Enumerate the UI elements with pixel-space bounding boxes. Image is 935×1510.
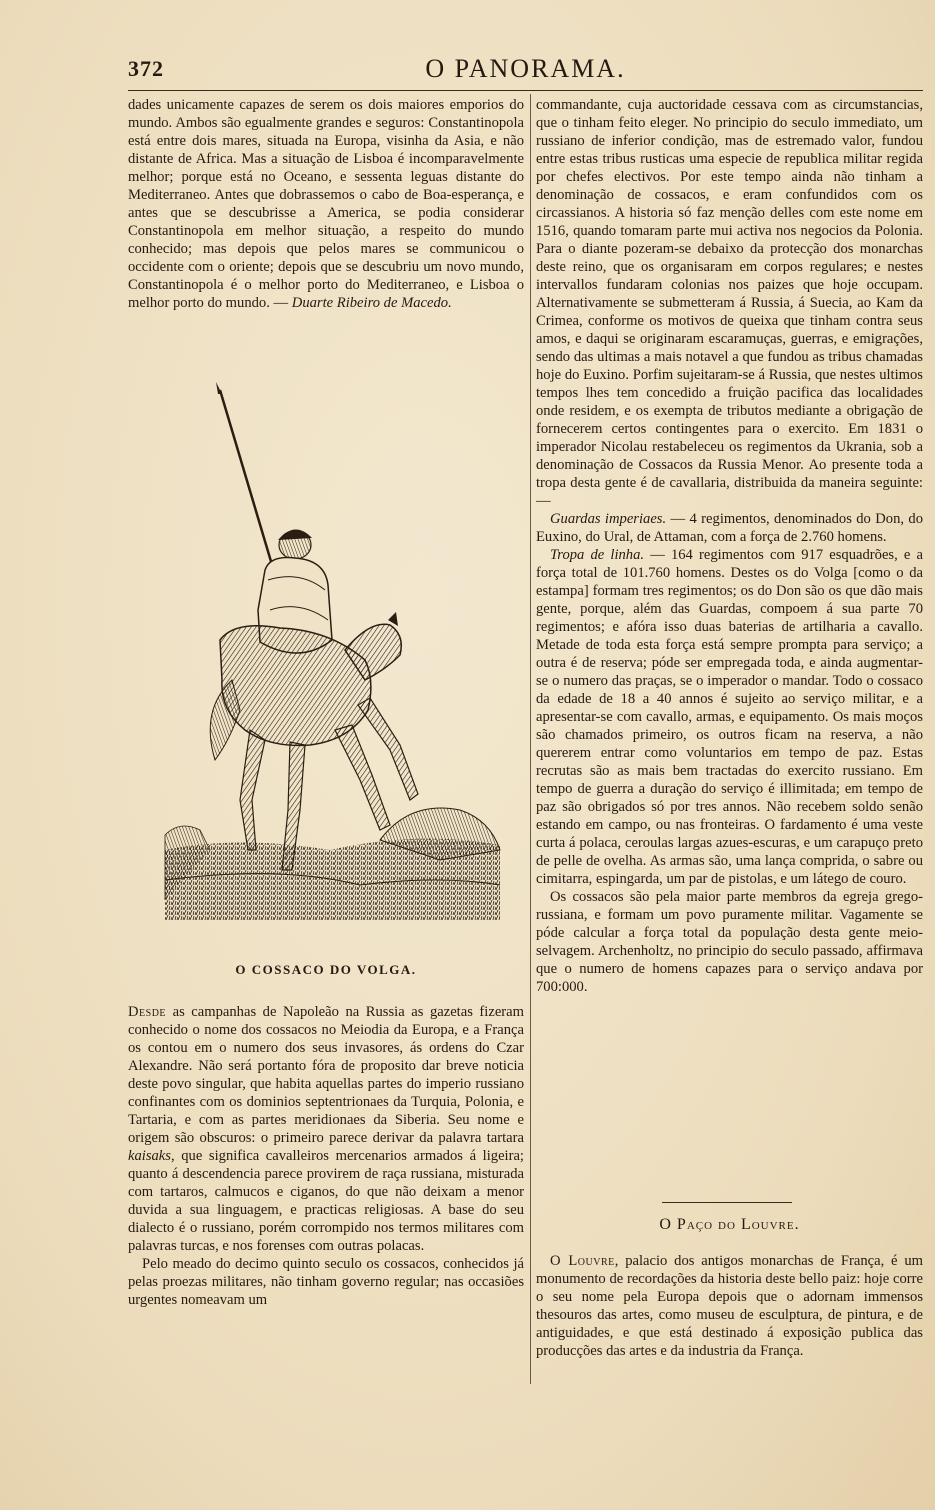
section-title: O Paço do Louvre. xyxy=(659,1216,800,1233)
italic-word: kaisaks xyxy=(128,1148,171,1164)
paragraph-religion: Os cossacos são pela maior parte membros da egreja grego-russiana, e formam um povo puramente militar. Vagamente se póde calcular a força total da população desta gente meio-selvagem. Archenholtz, no principio do seculo passado, affirmava que o numero de homens capazes para o serviço andava por 700:000. xyxy=(536,889,923,995)
cossack-engraving xyxy=(160,380,505,940)
paragraph-text: — 4 regimentos, denominados do Don, do Euxino, do Ural, de Attaman, com a força de 2.760 homens. xyxy=(536,511,923,545)
louvre-text xyxy=(536,1252,923,1360)
lance xyxy=(220,390,278,585)
paragraph-commandante: commandante, cuja auctoridade cessava com as circumstancias, que o tinham feito eleger. No principio do seculo immediato, um russiano de inferior condição, mas de estremado valor, fundou entre estas tribus rusticas uma especie de republica militar regida por chefes electivos. Por este tempo ainda não tinham a denominação de cossacos, e eram confundidos com os circassianos. A historia só faz menção delles com este nome em 1516, quando tomaram parte mui activa nos negocios da Polonia. Para o diante pozeram-se debaixo da protecção dos monarchas deste reino, que os organisaram em corpos regulares; e nestes intervallos fundaram colonias nos paizes que hoje occupam. Alternativamente se submetteram á Russia, á Suecia, ao Kam da Crimea, conforme os motivos de queixa que tinham contra seus amos, e daqui se originaram escaramuças, guerras, e emigrações, sendo das ultimas a mais notavel a que fundou as tribus chamadas hoje do Euxino. Porfim sujeitaram-se á Russia, que nestes ultimos tempos lhes tem concedido a fruição pacifica das localidades onde residem, e os exempta de tributos mediante a obrigação de fornecerem certos contingentes para o exercito. Em 1831 o imperador Nicolau restabeleceu os regimentos da Ukrania, sob a denominação de Cossacos da Russia Menor. Ao presente toda a tropa desta gente é de cavallaria, distribuida da maneira seguinte: — xyxy=(536,97,923,509)
left-column-bottom-text xyxy=(128,1003,524,1309)
paragraph-lisboa xyxy=(128,96,524,312)
paragraph-guardas xyxy=(536,510,923,546)
italic-heading: Guardas imperiaes. xyxy=(550,511,667,527)
attribution: Duarte Ribeiro de Macedo. xyxy=(291,295,452,311)
drop-lead: O Louvre xyxy=(550,1253,615,1269)
italic-heading: Tropa de linha. xyxy=(550,547,645,563)
paragraph-text: — 164 regimentos com 917 esquadrões, e a força total de 101.760 homens. Destes os do Volga [como o da estampa] formam tres regimentos; os do Don são os que dão mais gente, porque, além das Guardas, compoem á sua parte 70 regimentos; e afóra isso duas baterias de artilharia a cavallo. Metade de toda esta força está sempre prompta para serviço; a outra é de reserva; póde ser empregada toda, e ainda augmentar-se o numero das praças, se o imperador o mandar. Todo o cossaco da edade de 18 a 40 annos é sujeito ao serviço militar, e a apresentar-se com cavallo, armas, e equipamento. Os mais moços são chamados primeiro, os outros ficam na reserva, a não quererem entrar como voluntarios em tempo de paz. Estas recrutas são as mais bem tractadas do exercito russiano. Em tempo de guerra a duração do serviço é illimitada; em tempo de paz são obrigados só por tres annos. Não recebem soldo senão estando em campo, ou nas fronteiras. O fardamento é uma veste curta á polaca, ceroulas largas azues-escuras, e um carapuço preto de pelle de ovelha. As armas são, uma lança comprida, o sabre ou cimitarra, espingarda, um par de pistolas, e um látego de couro. xyxy=(536,547,923,887)
paragraph-cossacks-history: Pelo meado do decimo quinto seculo os cossacos, conhecidos já pelas proezas militares, não tinham governo regular; nas occasiões urgentes nomeavam um xyxy=(128,1256,524,1308)
paragraph-text: , que significa cavalleiros mercenarios armados á ligeira; quanto á descendencia parece provirem de raça russiana, misturada com tartaros, calmucos e ciganos, do que não deixam a menor duvida a sua linguagem, e practicas religiosas. A base do seu dialecto é o russiano, porém corrompido nos termos militares com palavras turcas, e nos forenses com outras polacas. xyxy=(128,1148,524,1254)
paragraph-text: , palacio dos antigos monarchas de França, é um monumento de recordações da historia deste bello paiz: hoje corre o seu nome pela Europa depois que o adornam immensos thesouros das artes, como museu de esculptura, de pintura, e de antiguidades, e que está destinado á exposição publica das producções das artes e da industria da França. xyxy=(536,1253,924,1359)
left-column-top-text xyxy=(128,96,524,312)
paragraph-text: as campanhas de Napoleão na Russia as gazetas fizeram conhecido o nome dos cossacos no Meiodia da Europa, e a França os contou em o numero dos seus invasores, ás ordens do Czar Alexandre. Não será portanto fóra de proposito dar breve noticia deste povo singular, que habita aquellas partes do imperio russiano confinantes com os dominios septentrionaes da Turquia, Polonia, e Tartaria, e com as partes meridionaes da Siberia. Seu nome e origem são obscuros: o primeiro parece derivar da palavra tartara xyxy=(128,1004,524,1146)
paragraph-louvre xyxy=(536,1252,923,1360)
paragraph-text: dades unicamente capazes de serem os dois maiores emporios do mundo. Ambos são egualmente grandes e seguros: Constantinopola está entre dois mares, situada na Europa, visinha da Asia, e não distante de Africa. Mas a situação de Lisboa é incomparavelmente melhor; porque está no Oceano, e sessenta leguas distante do Mediterraneo. Antes que dobrassemos o cabo de Boa-esperança, e antes que se descubrisse a America, se podia considerar Constantinopola em melhor situação, a respeito do mundo conhecido; mas depois que pelos mares se communicou o occidente com o oriente; depois que se descubriu um novo mundo, Constantinopola é o melhor porto do Mediterraneo, e Lisboa o melhor porto do mundo. — xyxy=(128,97,524,311)
paragraph-tropa xyxy=(536,546,923,888)
running-title: O PANORAMA. xyxy=(425,54,626,83)
page-header xyxy=(128,50,923,90)
drop-lead: Desde xyxy=(128,1004,167,1020)
right-column-text xyxy=(536,96,923,996)
section-rule xyxy=(662,1202,792,1203)
page-number: 372 xyxy=(128,56,164,81)
paragraph-cossacks-intro xyxy=(128,1003,524,1255)
column-divider xyxy=(530,94,531,1384)
illustration-caption: O COSSACO DO VOLGA. xyxy=(235,962,417,977)
header-rule xyxy=(128,90,923,91)
